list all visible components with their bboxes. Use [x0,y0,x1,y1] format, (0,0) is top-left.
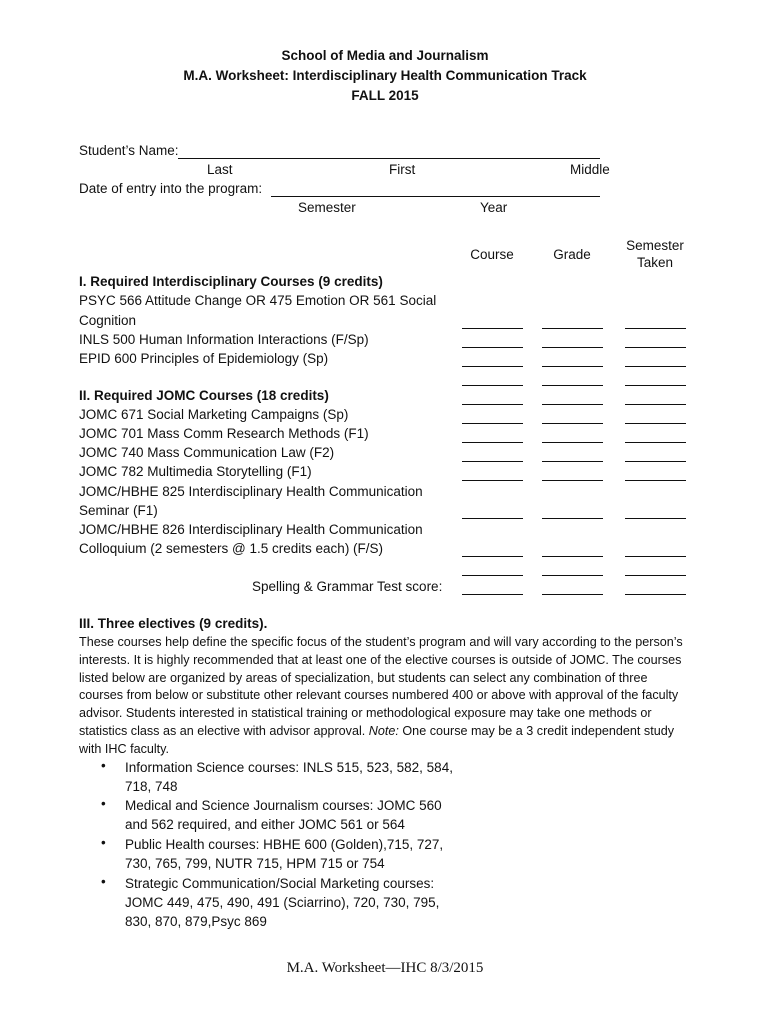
col-semester-taken-line2: Taken [636,255,674,270]
section2-title: II. Required JOMC Courses (18 credits) [79,388,329,403]
blank-course[interactable] [462,575,523,576]
bullet-dot: • [101,874,106,889]
col-grade: Grade [553,247,591,262]
section3-title: III. Three electives (9 credits). [79,616,268,631]
blank-grade[interactable] [542,556,603,557]
elective-bullet: Strategic Communication/Social Marketing courses: JOMC 449, 475, 490, 491 (Sciarrino), 720, 730, 795, 830, 870, 879,Psyc 869 [125,876,440,929]
section1-title: I. Required Interdisciplinary Courses (9 credits) [79,274,383,289]
blank-semester[interactable] [625,328,686,329]
last-label: Last [207,162,233,177]
course-line: JOMC 671 Social Marketing Campaigns (Sp) [79,407,349,422]
col-semester-taken [615,238,695,270]
blank-grade[interactable] [542,347,603,348]
blank-semester[interactable] [625,556,686,557]
test-score-label: Spelling & Grammar Test score: [252,579,443,594]
blank-grade[interactable] [542,594,603,595]
elective-bullet: Public Health courses: HBHE 600 (Golden),715, 727, 730, 765, 799, NUTR 715, HPM 715 or 754 [125,837,444,871]
year-label: Year [480,200,508,215]
blank-semester[interactable] [625,518,686,519]
doc-subtitle: M.A. Worksheet: Interdisciplinary Health Communication Track [183,68,587,83]
blank-course[interactable] [462,442,523,443]
electives-description [79,634,691,759]
course-line: JOMC/HBHE 826 Interdisciplinary Health Communication [79,522,423,537]
blank-semester[interactable] [625,404,686,405]
col-course: Course [470,247,514,262]
course-line: INLS 500 Human Information Interactions (F/Sp) [79,332,369,347]
doc-term: FALL 2015 [351,88,419,103]
blank-course[interactable] [462,347,523,348]
course-line: Colloquium (2 semesters @ 1.5 credits each) (F/S) [79,541,384,556]
blank-semester[interactable] [625,575,686,576]
bullet-dot: • [101,758,106,773]
course-line: JOMC/HBHE 825 Interdisciplinary Health Communication [79,484,423,499]
blank-course[interactable] [462,594,523,595]
blank-grade[interactable] [542,461,603,462]
electives-description-text: These courses help define the specific focus of the student’s program and will vary according to the person’s interests. It is highly recommended that at least one of the elective courses is outside of JOMC. The courses listed below are organized by areas of specialization, but students can select any combination of three courses from below or substitute other relevant courses numbered 400 or above with approval of the faculty advisor. Students interested in statistical training or methodological exposure may take one methods or statistics class as an elective with advisor approval. [79,635,683,738]
blank-grade[interactable] [542,328,603,329]
blank-semester[interactable] [625,480,686,481]
blank-semester[interactable] [625,461,686,462]
blank-semester[interactable] [625,442,686,443]
blank-grade[interactable] [542,575,603,576]
blank-course[interactable] [462,461,523,462]
note-text: One course may be a 3 credit independent study with IHC faculty. [79,723,675,756]
middle-label: Middle [570,162,610,177]
col-semester-taken-line1: Semester [626,238,684,253]
entry-date-label: Date of entry into the program: [79,181,263,196]
student-name-label: Student’s Name: [79,143,179,158]
student-name-line[interactable] [178,158,600,159]
blank-semester[interactable] [625,347,686,348]
course-line: Cognition [79,313,137,328]
bullet-dot: • [101,796,106,811]
blank-grade[interactable] [542,385,603,386]
blank-course[interactable] [462,385,523,386]
blank-grade[interactable] [542,518,603,519]
semester-label: Semester [298,200,356,215]
blank-semester[interactable] [625,594,686,595]
blank-course[interactable] [462,480,523,481]
blank-grade[interactable] [542,423,603,424]
page-footer: M.A. Worksheet—IHC 8/3/2015 [286,960,484,976]
blank-course[interactable] [462,518,523,519]
course-line: EPID 600 Principles of Epidemiology (Sp) [79,351,329,366]
course-line: PSYC 566 Attitude Change OR 475 Emotion OR 561 Social [79,293,437,308]
entry-date-line[interactable] [271,196,600,197]
blank-grade[interactable] [542,480,603,481]
course-line: JOMC 782 Multimedia Storytelling (F1) [79,464,312,479]
first-label: First [389,162,416,177]
blank-grade[interactable] [542,442,603,443]
blank-grade[interactable] [542,366,603,367]
blank-course[interactable] [462,328,523,329]
bullet-dot: • [101,835,106,850]
course-line: JOMC 701 Mass Comm Research Methods (F1) [79,426,369,441]
blank-course[interactable] [462,366,523,367]
blank-course[interactable] [462,556,523,557]
elective-bullet: Information Science courses: INLS 515, 523, 582, 584, 718, 748 [125,760,453,794]
blank-course[interactable] [462,404,523,405]
blank-grade[interactable] [542,404,603,405]
blank-semester[interactable] [625,385,686,386]
note-label: Note: [368,723,399,738]
blank-course[interactable] [462,423,523,424]
course-line: Seminar (F1) [79,503,158,518]
blank-semester[interactable] [625,423,686,424]
blank-semester[interactable] [625,366,686,367]
doc-title: School of Media and Journalism [281,48,489,63]
elective-bullet: Medical and Science Journalism courses: JOMC 560 and 562 required, and either JOMC 561 or 564 [125,798,442,832]
course-line: JOMC 740 Mass Communication Law (F2) [79,445,335,460]
